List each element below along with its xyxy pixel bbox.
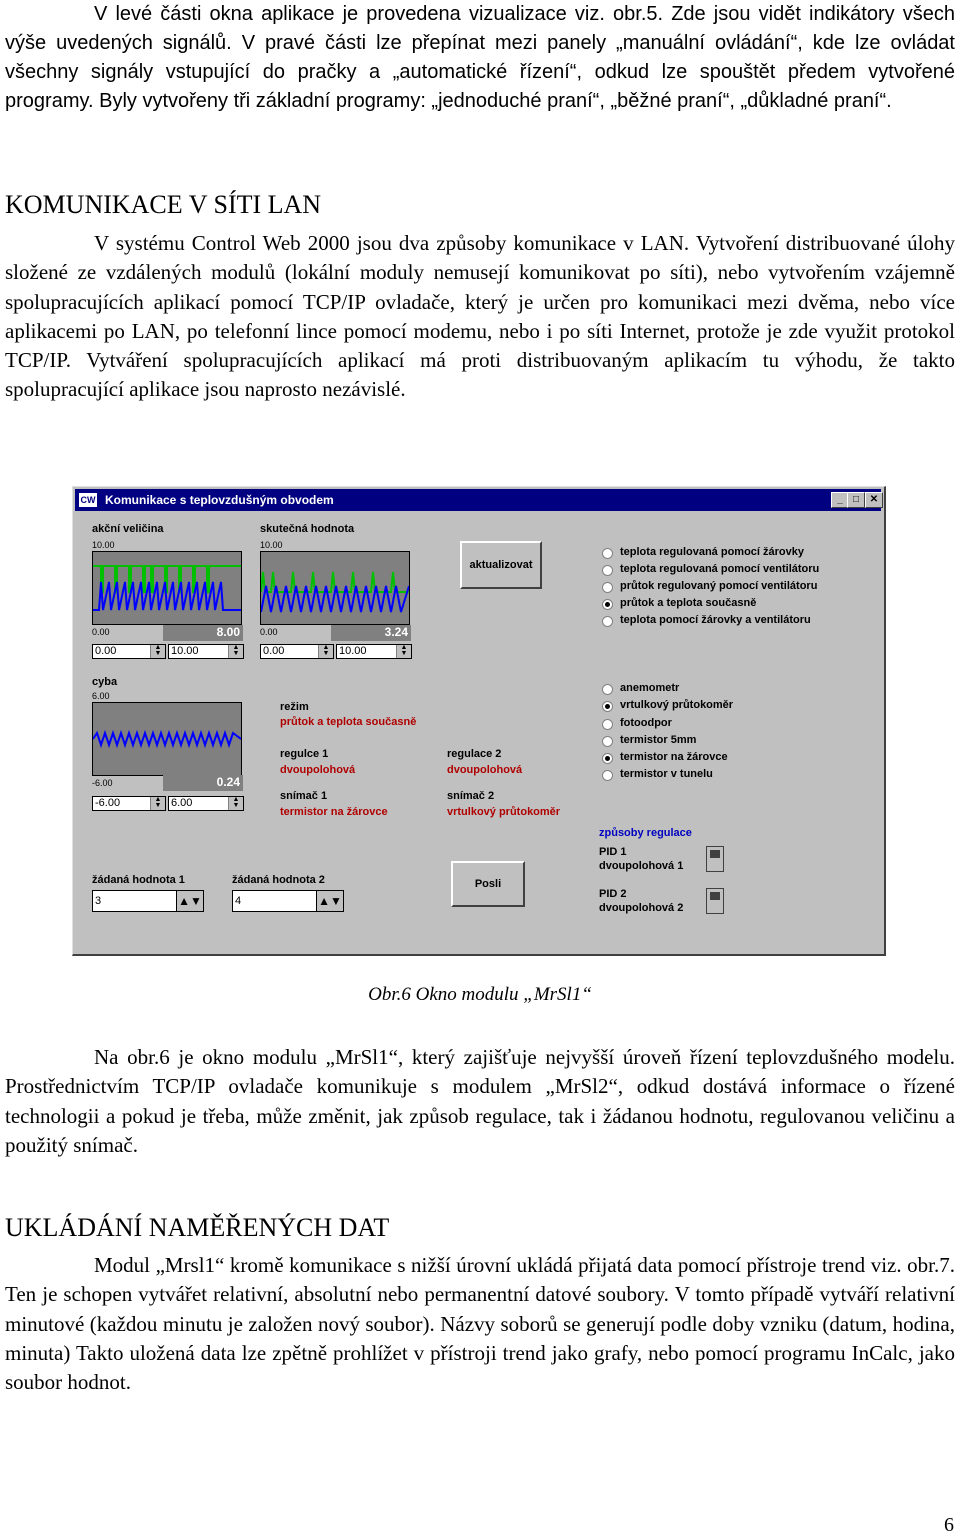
status-sensor2-label: snímač 2 <box>447 790 495 802</box>
window-title: Komunikace s teplovzdušným obvodem <box>105 493 334 507</box>
paragraph-intro: V levé části okna aplikace je provedena vizualizace viz. obr.5. Zde jsou vidět indikátory všech výše uvedených signálů. V pravé části lze přepínat mezi panely „manuální ovládání“, kde lze ovládat všechny signály vstupující do pračky a „automatické řízení“, odkud lze spouštět předem vytvořené programy. Byly vytvořeny tři základní programy: „jednoduché praní“, „běžné praní“, „důkladné praní“. <box>5 3 955 112</box>
sensor-radio-2[interactable] <box>602 719 613 730</box>
mode-label-1: teplota regulovaná pomocí ventilátoru <box>620 563 820 575</box>
mode-label-4: teplota pomocí žárovky a ventilátoru <box>620 614 811 626</box>
toggle-knob <box>710 850 720 858</box>
status-reg2-value: dvoupolohová <box>447 764 523 776</box>
setpoint1-input[interactable] <box>92 890 204 912</box>
chart1-plot <box>92 551 242 625</box>
chart3-svg <box>93 703 241 775</box>
sensor-label-0: anemometr <box>620 682 680 694</box>
sensor-radio-1[interactable] <box>602 701 613 712</box>
chart3-high-spin[interactable] <box>168 796 244 811</box>
toggle-knob <box>710 892 720 900</box>
page-number: 6 <box>944 1514 954 1536</box>
chart3-label: cyba <box>92 676 118 688</box>
status-sensor1-label: snímač 1 <box>280 790 328 802</box>
mode-radio-4[interactable] <box>602 616 613 627</box>
chart1-value: 8.00 <box>163 625 243 641</box>
status-reg1-label: regulce 1 <box>280 748 329 760</box>
sensor-radio-5[interactable] <box>602 770 613 781</box>
heading-lan: KOMUNIKACE V SÍTI LAN <box>5 190 322 219</box>
paragraph-data: Modul „Mrsl1“ kromě komunikace s nižší úrovní ukládá přijatá data pomocí přístroje trend viz. obr.7. Ten je schopen vytvářet relativní, absolutní nebo permanentní datové soubory. V tomto případě vytváří relativní minutové (každou minutu je založen nový soubor). Názvy soborů se generují podle doby vzniku (datum, hodina, minuta) Takto uložená data lze zpětně prohlížet v přístroji trend jako grafy, nebo pomocí programu InCalc, jako soubor hodnot. <box>5 1253 955 1395</box>
chart3-low-spin[interactable] <box>92 796 166 811</box>
mode-label-0: teplota regulovaná pomocí žárovky <box>620 546 804 558</box>
chart3-min: -6.00 <box>92 778 113 788</box>
status-reg2-label: regulace 2 <box>447 748 502 760</box>
regulation-heading: způsoby regulace <box>599 827 692 839</box>
setpoint2-label: žádaná hodnota 2 <box>232 874 325 886</box>
chart1-label: akční veličina <box>92 523 164 535</box>
update-button[interactable]: aktualizovat <box>460 541 542 589</box>
paragraph-module: Na obr.6 je okno modulu „MrSl1“, který zajišťuje nejvyšší úroveň řízení teplovzdušného modelu. Prostřednictvím TCP/IP ovladače komunikuje s modulem „MrSl2“, odkud dostává informace o řízené technologii a pokud je třeba, může změnit, jak způsob regulace, tak i žádanou hodnotu, regulovanou veličinu a použitý snímač. <box>5 1045 955 1157</box>
setpoint2-value: 4 <box>235 895 242 907</box>
mode-radio-2[interactable] <box>602 582 613 593</box>
chart2-high-spin[interactable] <box>336 644 412 659</box>
setpoint2-input[interactable] <box>232 890 344 912</box>
chart3-low-value: -6.00 <box>95 797 121 809</box>
sensor-label-1: vrtulkový průtokoměr <box>620 699 734 711</box>
sensor-label-5: termistor v tunelu <box>620 768 713 780</box>
mode-radio-0[interactable] <box>602 548 613 559</box>
status-reg1-value: dvoupolohová <box>280 764 356 776</box>
sensor-radio-4[interactable] <box>602 753 613 764</box>
app-window <box>72 486 886 956</box>
send-button[interactable]: Posli <box>451 861 525 907</box>
spin-arrows-icon[interactable]: ▲ ▼ <box>396 645 411 658</box>
chart2-plot <box>260 551 410 625</box>
chart3-plot <box>92 702 242 776</box>
chart3-value: 0.24 <box>163 775 243 791</box>
spin-arrows-icon[interactable]: ▲ ▼ <box>150 797 165 810</box>
figure-caption: Obr.6 Okno modulu „MrSl1“ <box>368 984 592 1005</box>
pid2-toggle[interactable] <box>706 888 724 914</box>
status-sensor2-value: vrtulkový průtokoměr <box>447 806 561 818</box>
title-bar <box>75 489 881 511</box>
mode-radio-3[interactable] <box>602 599 613 610</box>
spin-arrows-icon[interactable]: ▲ ▼ <box>228 797 243 810</box>
chart2-min: 0.00 <box>260 627 278 637</box>
sensor-radio-3[interactable] <box>602 736 613 747</box>
sensor-label-4: termistor na žárovce <box>620 751 728 763</box>
status-mode-value: průtok a teplota současně <box>280 716 417 728</box>
chart3-max: 6.00 <box>92 691 110 701</box>
chart2-label: skutečná hodnota <box>260 523 355 535</box>
pid2-value: dvoupolohová 2 <box>599 902 684 914</box>
app-logo-icon: CW <box>80 495 96 505</box>
maximize-icon[interactable]: □ <box>847 492 865 508</box>
chart1-svg <box>93 552 241 624</box>
pid2-name: PID 2 <box>599 888 627 900</box>
setpoint1-value: 3 <box>95 895 102 907</box>
chart1-low-spin[interactable] <box>92 644 166 659</box>
up-down-arrows-icon[interactable]: ▲▼ <box>176 891 203 911</box>
status-sensor1-value: termistor na žárovce <box>280 806 388 818</box>
mode-label-3: průtok a teplota současně <box>620 597 757 609</box>
up-down-arrows-icon[interactable]: ▲▼ <box>316 891 343 911</box>
spin-arrows-icon[interactable]: ▲ ▼ <box>150 645 165 658</box>
chart2-max: 10.00 <box>260 540 283 550</box>
pid1-name: PID 1 <box>599 846 627 858</box>
pid1-value: dvoupolohová 1 <box>599 860 684 872</box>
spin-arrows-icon[interactable]: ▲ ▼ <box>318 645 333 658</box>
paragraph-lan: V systému Control Web 2000 jsou dva způsoby komunikace v LAN. Vytvoření distribuované úlohy složené ze vzdálených modulů (lokální moduly nemusejí komunikovat po síti), nebo vytvořením vzájemně spolupracujících aplikací pomocí TCP/IP ovladače, který je určen pro komunikaci mezi dvěma, nebo více aplikacemi po LAN, po telefonní lince pomocí modemu, nebo i po síti Internet, protože je zde využit protokol TCP/IP. Vytváření spolupracujících aplikací má proti distribuovaným aplikacím tu výhodu, že takto spolupracující aplikace jsou naprosto nezávislé. <box>5 231 955 402</box>
status-mode-label: režim <box>280 701 309 713</box>
mode-label-2: průtok regulovaný pomocí ventilátoru <box>620 580 818 592</box>
chart2-low-value: 0.00 <box>263 645 285 657</box>
spin-arrows-icon[interactable]: ▲ ▼ <box>228 645 243 658</box>
chart3-blue-trace <box>93 733 241 745</box>
chart1-max: 10.00 <box>92 540 115 550</box>
pid1-toggle[interactable] <box>706 846 724 872</box>
sensor-label-3: termistor 5mm <box>620 734 697 746</box>
chart2-low-spin[interactable] <box>260 644 334 659</box>
heading-data: UKLÁDÁNÍ NAMĚŘENÝCH DAT <box>5 1213 390 1242</box>
close-icon[interactable]: ✕ <box>865 492 883 508</box>
chart2-value: 3.24 <box>331 625 411 641</box>
sensor-label-2: fotoodpor <box>620 717 672 729</box>
chart2-high-value: 10.00 <box>339 645 367 657</box>
chart2-svg <box>261 552 409 624</box>
chart2-blue-trace <box>261 586 409 612</box>
chart1-high-value: 10.00 <box>171 645 199 657</box>
chart3-high-value: 6.00 <box>171 797 193 809</box>
chart1-low-value: 0.00 <box>95 645 117 657</box>
sensor-radio-0[interactable] <box>602 684 613 695</box>
window-client <box>75 513 881 951</box>
chart1-high-spin[interactable] <box>168 644 244 659</box>
minimize-icon[interactable]: _ <box>831 492 849 508</box>
mode-radio-1[interactable] <box>602 565 613 576</box>
setpoint1-label: žádaná hodnota 1 <box>92 874 185 886</box>
chart1-min: 0.00 <box>92 627 110 637</box>
